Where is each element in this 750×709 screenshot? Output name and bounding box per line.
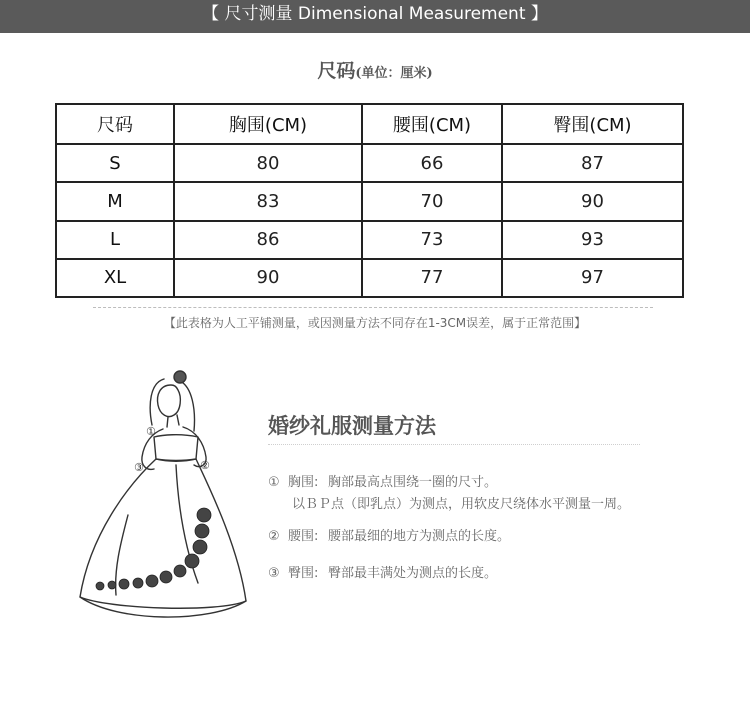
method-number: ③	[268, 566, 280, 581]
waist-cell: 77	[362, 259, 502, 297]
table-header-row	[56, 104, 683, 144]
hip-cell: 93	[502, 221, 683, 259]
size-title-main: 尺码	[317, 60, 356, 82]
method-number: ①	[268, 475, 280, 490]
method-item-bust	[268, 471, 497, 490]
method-number: ②	[268, 529, 280, 544]
rose	[160, 571, 172, 583]
waist-cell: 66	[362, 144, 502, 182]
bust-cell: 90	[174, 259, 362, 297]
banner-title: 【 尺寸测量 Dimensional Measurement 】	[202, 4, 548, 24]
marker-hip: ③	[134, 461, 144, 474]
method-title: 婚纱礼服测量方法	[268, 414, 436, 438]
rose	[174, 565, 186, 577]
size-cell: M	[56, 182, 174, 220]
method-item-hip	[268, 562, 497, 581]
veil-outline	[150, 379, 194, 431]
table-row	[56, 182, 683, 220]
table-row	[56, 221, 683, 259]
method-item-waist	[268, 525, 510, 544]
marker-bust: ①	[146, 425, 156, 438]
bust-cell: 83	[174, 182, 362, 220]
method-label: 腰围:	[288, 529, 319, 544]
size-chart-title	[0, 56, 750, 83]
head-flower	[174, 371, 186, 383]
column-header-size: 尺码	[56, 104, 174, 144]
head-outline	[158, 385, 181, 417]
hip-cell: 87	[502, 144, 683, 182]
method-divider	[268, 444, 640, 445]
size-title-unit: (单位：厘米)	[355, 66, 433, 81]
column-header-waist: 腰围(CM)	[362, 104, 502, 144]
rose	[195, 524, 209, 538]
method-subtext: 以ＢＰ点（即乳点）为测点，用软皮尺绕体水平测量一周。	[292, 497, 631, 512]
rose	[146, 575, 158, 587]
table-row	[56, 144, 683, 182]
divider-dashed	[93, 307, 653, 308]
method-label: 臀围:	[288, 566, 319, 581]
rose	[108, 581, 116, 589]
column-header-bust: 胸围(CM)	[174, 104, 362, 144]
marker-waist: ②	[200, 459, 210, 472]
rose	[133, 578, 143, 588]
size-cell: XL	[56, 259, 174, 297]
size-table	[55, 103, 684, 298]
size-cell: S	[56, 144, 174, 182]
hip-cell: 90	[502, 182, 683, 220]
method-text: 腰部最细的地方为测点的长度。	[328, 529, 511, 544]
method-label: 胸围:	[288, 475, 319, 490]
rose	[185, 554, 199, 568]
skirt-hem	[80, 597, 246, 617]
bust-cell: 80	[174, 144, 362, 182]
wedding-dress-illustration	[68, 365, 258, 635]
bust-cell: 86	[174, 221, 362, 259]
rose	[193, 540, 207, 554]
rose	[96, 582, 104, 590]
waist-cell: 73	[362, 221, 502, 259]
bodice-outline	[154, 435, 198, 461]
hip-cell: 97	[502, 259, 683, 297]
rose	[119, 579, 129, 589]
column-header-hip: 臀围(CM)	[502, 104, 683, 144]
skirt-outline	[80, 459, 246, 608]
header-banner	[0, 0, 750, 33]
rose	[197, 508, 211, 522]
size-cell: L	[56, 221, 174, 259]
measurement-note: 【此表格为人工平铺测量，或因测量方法不同存在1-3CM误差，属于正常范围】	[163, 316, 587, 330]
waist-cell: 70	[362, 182, 502, 220]
method-text: 臀部最丰满处为测点的长度。	[328, 566, 498, 581]
table-row	[56, 259, 683, 297]
method-text: 胸部最高点围绕一圈的尺寸。	[328, 475, 498, 490]
